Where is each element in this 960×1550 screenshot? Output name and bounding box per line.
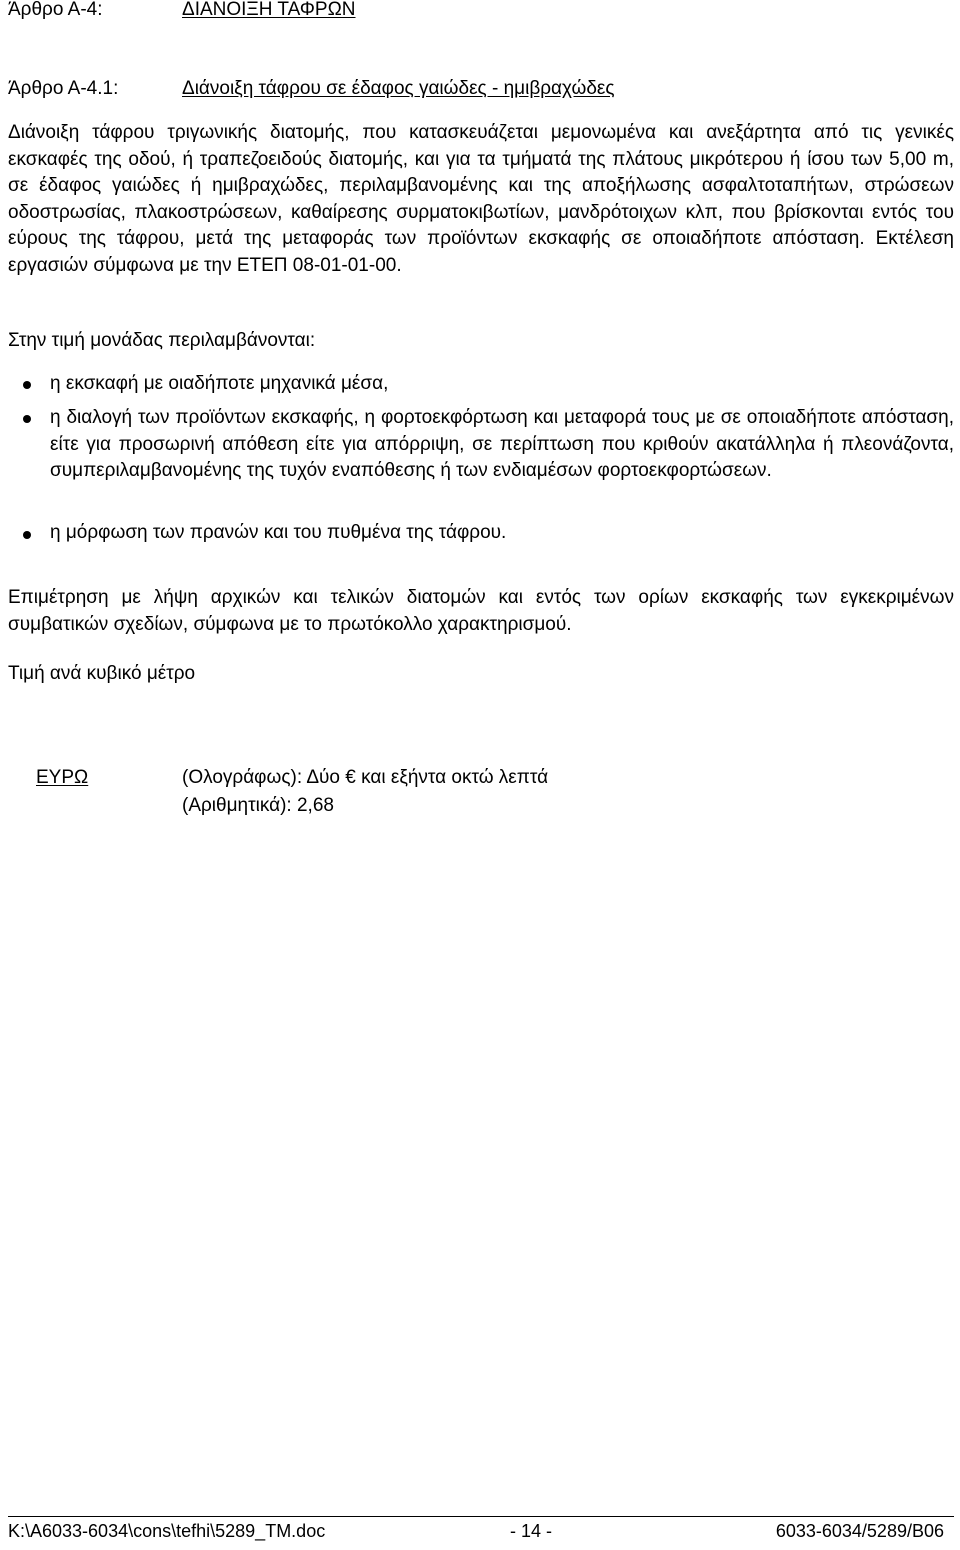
bullet-icon	[23, 381, 31, 389]
bullet-icon	[23, 531, 31, 539]
price-in-numbers: (Αριθμητικά): 2,68	[182, 795, 334, 816]
list-item-text: η διαλογή των προϊόντων εκσκαφής, η φορτοεκφόρτωση και μεταφορά τους με σε οποιαδήποτε απόσταση, είτε για προσωρινή απόθεση είτε για απόρριψη, σε περίπτωση που κριθούν ακατάλληλα ή πλεονάζοντα, συμπεριλαμβανομένης της τυχόν εναπόθεσης ή των ενδιαμέσων φορτοεκφορτώσεων.	[50, 407, 954, 481]
footer-page-number: - 14 -	[510, 1521, 553, 1541]
measurement-paragraph: Επιμέτρηση με λήψη αρχικών και τελικών διατομών και εντός των ορίων εκσκαφής των εγκεκριμένων συμβατικών σχεδίων, σύμφωνα με το πρωτόκολλο χαρακτηρισμού.	[8, 587, 954, 635]
article-label: Άρθρο Α-4:	[8, 0, 103, 20]
article-title: ΔΙΑΝΟΙΞΗ ΤΑΦΡΩΝ	[182, 0, 356, 20]
includes-heading: Στην τιμή μονάδας περιλαμβάνονται:	[8, 330, 316, 351]
list-item-text: η εκσκαφή με οιαδήποτε μηχανικά μέσα,	[50, 373, 389, 394]
currency-label: ΕΥΡΩ	[36, 767, 89, 788]
unit-price-label: Τιμή ανά κυβικό μέτρο	[8, 663, 196, 684]
subarticle-label: Άρθρο Α-4.1:	[8, 78, 119, 99]
footer-path: K:\A6033-6034\cons\tefhi\5289_TM.doc	[8, 1521, 326, 1541]
description-paragraph: Διάνοιξη τάφρου τριγωνικής διατομής, που κατασκευάζεται μεμονωμένα και ανεξάρτητα από τις γενικές εκσκαφές της οδού, ή τραπεζοειδούς διατομής, και για τα τμήματά της πλάτους μικρότερου ή ίσου των 5,00 m, σε έδαφος γαιώδες ή ημιβραχώδες, περιλαμβανομένης και της αποξήλωσης ασφαλτοταπήτων, στρώσεων οδοστρωσίας, πλακοστρώσεων, καθαίρεσης συρματοκιβωτίων, μανδρότοιχων κλπ, που βρίσκονται εντός του εύρους της τάφρου, μετά της μεταφοράς των προϊόντων εκσκαφής σε οποιαδήποτε απόσταση. Εκτέλεση εργασιών σύμφωνα με την ΕΤΕΠ 08-01-01-00.	[8, 122, 954, 276]
footer-divider	[8, 1516, 954, 1517]
bullet-icon	[23, 415, 31, 423]
subarticle-title: Διάνοιξη τάφρου σε έδαφος γαιώδες - ημιβραχώδες	[182, 78, 615, 99]
footer-document-code: 6033-6034/5289/B06	[775, 1521, 944, 1541]
list-item-text: η μόρφωση των πρανών και του πυθμένα της τάφρου.	[50, 522, 507, 543]
price-in-words: (Ολογράφως): Δύο € και εξήντα οκτώ λεπτά	[182, 767, 549, 788]
